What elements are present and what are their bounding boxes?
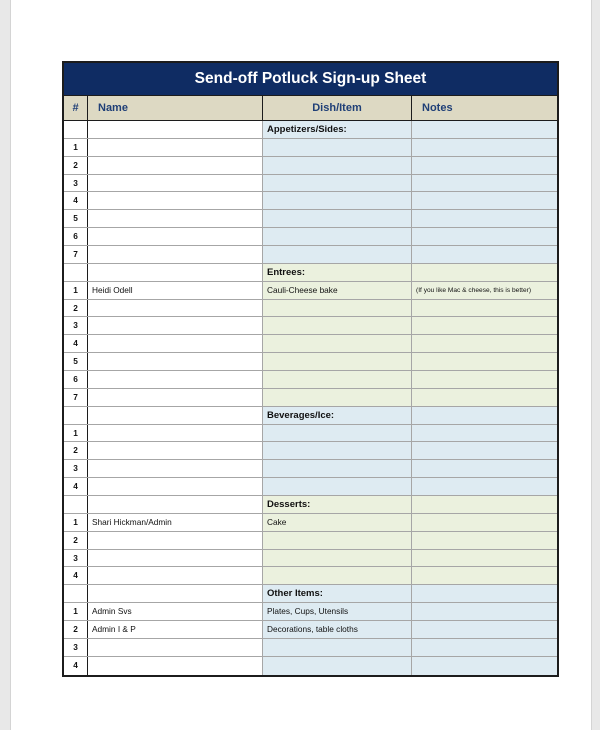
notes-cell[interactable] xyxy=(412,603,557,620)
header-dish: Dish/Item xyxy=(263,96,412,120)
name-cell[interactable] xyxy=(88,300,263,317)
table-row xyxy=(64,246,557,264)
num-cell[interactable] xyxy=(64,264,88,281)
notes-cell[interactable] xyxy=(412,139,557,156)
category-label: Desserts: xyxy=(263,496,412,513)
table-row xyxy=(64,300,557,318)
signup-sheet xyxy=(62,61,559,677)
row-number: 3 xyxy=(64,639,88,656)
name-cell[interactable] xyxy=(88,228,263,245)
table-row xyxy=(64,210,557,228)
name-cell[interactable] xyxy=(88,496,263,513)
dish-cell[interactable] xyxy=(263,639,412,656)
name-cell[interactable]: Admin Svs xyxy=(88,603,263,620)
notes-cell[interactable] xyxy=(412,192,557,209)
dish-cell[interactable] xyxy=(263,478,412,495)
row-number: 1 xyxy=(64,139,88,156)
notes-cell[interactable] xyxy=(412,157,557,174)
table-row xyxy=(64,425,557,443)
name-cell[interactable] xyxy=(88,425,263,442)
name-cell[interactable] xyxy=(88,371,263,388)
name-cell[interactable] xyxy=(88,639,263,656)
notes-cell[interactable] xyxy=(412,317,557,334)
name-cell[interactable]: Admin I & P xyxy=(88,621,263,638)
category-row xyxy=(64,496,557,514)
table-row xyxy=(64,550,557,568)
dish-cell[interactable] xyxy=(263,550,412,567)
table-row xyxy=(64,139,557,157)
row-number: 3 xyxy=(64,175,88,192)
dish-cell[interactable] xyxy=(263,353,412,370)
dish-cell[interactable]: Cauli-Cheese bake xyxy=(263,282,412,299)
category-label: Beverages/Ice: xyxy=(263,407,412,424)
name-cell[interactable] xyxy=(88,175,263,192)
name-cell[interactable] xyxy=(88,210,263,227)
header-num: # xyxy=(64,96,88,120)
name-cell[interactable] xyxy=(88,657,263,675)
row-number: 6 xyxy=(64,371,88,388)
notes-cell[interactable] xyxy=(412,639,557,656)
category-row xyxy=(64,121,557,139)
row-number: 1 xyxy=(64,425,88,442)
name-cell[interactable] xyxy=(88,389,263,406)
notes-cell[interactable] xyxy=(412,442,557,459)
row-number: 7 xyxy=(64,246,88,263)
notes-cell[interactable] xyxy=(412,407,557,424)
name-cell[interactable]: Shari Hickman/Admin xyxy=(88,514,263,531)
table-row xyxy=(64,460,557,478)
row-number: 4 xyxy=(64,478,88,495)
num-cell[interactable] xyxy=(64,496,88,513)
notes-cell[interactable] xyxy=(412,496,557,513)
row-number: 2 xyxy=(64,621,88,638)
dish-cell[interactable] xyxy=(263,425,412,442)
dish-cell[interactable] xyxy=(263,192,412,209)
name-cell[interactable] xyxy=(88,121,263,138)
dish-cell[interactable] xyxy=(263,157,412,174)
name-cell[interactable] xyxy=(88,353,263,370)
row-number: 5 xyxy=(64,210,88,227)
dish-cell[interactable] xyxy=(263,210,412,227)
row-number: 2 xyxy=(64,532,88,549)
dish-cell[interactable] xyxy=(263,389,412,406)
notes-cell[interactable] xyxy=(412,585,557,602)
dish-cell[interactable] xyxy=(263,300,412,317)
dish-cell[interactable] xyxy=(263,532,412,549)
name-cell[interactable] xyxy=(88,407,263,424)
name-cell[interactable] xyxy=(88,460,263,477)
notes-cell[interactable] xyxy=(412,514,557,531)
row-number: 4 xyxy=(64,192,88,209)
table-row xyxy=(64,514,557,532)
document-page xyxy=(10,0,592,730)
row-number: 1 xyxy=(64,514,88,531)
num-cell[interactable] xyxy=(64,407,88,424)
notes-cell[interactable] xyxy=(412,353,557,370)
row-number: 2 xyxy=(64,442,88,459)
dish-cell[interactable] xyxy=(263,371,412,388)
table-row xyxy=(64,657,557,675)
table-row xyxy=(64,175,557,193)
sheet-title: Send-off Potluck Sign-up Sheet xyxy=(64,63,557,95)
row-number: 4 xyxy=(64,567,88,584)
row-number: 4 xyxy=(64,335,88,352)
table-row xyxy=(64,603,557,621)
name-cell[interactable] xyxy=(88,532,263,549)
row-number: 6 xyxy=(64,228,88,245)
row-number: 1 xyxy=(64,603,88,620)
notes-cell[interactable] xyxy=(412,460,557,477)
category-label: Other Items: xyxy=(263,585,412,602)
header-row xyxy=(64,95,557,121)
category-label: Entrees: xyxy=(263,264,412,281)
notes-cell[interactable] xyxy=(412,121,557,138)
name-cell[interactable] xyxy=(88,157,263,174)
notes-cell[interactable] xyxy=(412,300,557,317)
notes-cell[interactable] xyxy=(412,550,557,567)
row-number: 3 xyxy=(64,550,88,567)
header-notes: Notes xyxy=(422,102,453,114)
name-cell[interactable] xyxy=(88,139,263,156)
name-cell[interactable] xyxy=(88,246,263,263)
notes-cell[interactable] xyxy=(412,389,557,406)
row-number: 3 xyxy=(64,317,88,334)
dish-cell[interactable] xyxy=(263,657,412,675)
table-row xyxy=(64,335,557,353)
dish-cell[interactable]: Cake xyxy=(263,514,412,531)
row-number: 1 xyxy=(64,282,88,299)
name-cell[interactable] xyxy=(88,478,263,495)
name-cell[interactable] xyxy=(88,317,263,334)
notes-cell[interactable] xyxy=(412,175,557,192)
table-row xyxy=(64,639,557,657)
notes-cell[interactable] xyxy=(412,371,557,388)
notes-cell[interactable] xyxy=(412,246,557,263)
dish-cell[interactable] xyxy=(263,175,412,192)
category-label: Appetizers/Sides: xyxy=(263,121,412,138)
table-row xyxy=(64,282,557,300)
row-number: 4 xyxy=(64,657,88,675)
name-cell[interactable] xyxy=(88,442,263,459)
table-row xyxy=(64,567,557,585)
dish-cell[interactable] xyxy=(263,228,412,245)
dish-cell[interactable] xyxy=(263,567,412,584)
name-cell[interactable] xyxy=(88,264,263,281)
notes-cell[interactable] xyxy=(412,210,557,227)
notes-cell[interactable] xyxy=(412,228,557,245)
row-number: 3 xyxy=(64,460,88,477)
dish-cell[interactable] xyxy=(263,442,412,459)
row-number: 7 xyxy=(64,389,88,406)
notes-cell[interactable] xyxy=(412,657,557,675)
notes-cell[interactable] xyxy=(412,478,557,495)
table-row xyxy=(64,317,557,335)
dish-cell[interactable] xyxy=(263,317,412,334)
table-row xyxy=(64,353,557,371)
dish-cell[interactable] xyxy=(263,246,412,263)
dish-cell[interactable]: Plates, Cups, Utensils xyxy=(263,603,412,620)
name-cell[interactable]: Heidi Odell xyxy=(88,282,263,299)
row-number: 2 xyxy=(64,300,88,317)
notes-cell[interactable]: (If you like Mac & cheese, this is better) xyxy=(412,282,557,299)
sheet-body xyxy=(64,121,557,675)
name-cell[interactable] xyxy=(88,335,263,352)
name-cell[interactable] xyxy=(88,192,263,209)
table-row xyxy=(64,389,557,407)
table-row xyxy=(64,442,557,460)
notes-cell[interactable] xyxy=(412,532,557,549)
dish-cell[interactable] xyxy=(263,335,412,352)
notes-cell[interactable] xyxy=(412,425,557,442)
table-row xyxy=(64,532,557,550)
name-cell[interactable] xyxy=(88,567,263,584)
row-number: 2 xyxy=(64,157,88,174)
dish-cell[interactable]: Decorations, table cloths xyxy=(263,621,412,638)
notes-cell[interactable] xyxy=(412,567,557,584)
category-row xyxy=(64,407,557,425)
name-cell[interactable] xyxy=(88,585,263,602)
name-cell[interactable] xyxy=(88,550,263,567)
table-row xyxy=(64,228,557,246)
table-row xyxy=(64,157,557,175)
table-row xyxy=(64,621,557,639)
num-cell[interactable] xyxy=(64,121,88,138)
table-row xyxy=(64,371,557,389)
num-cell[interactable] xyxy=(64,585,88,602)
table-row xyxy=(64,478,557,496)
row-number: 5 xyxy=(64,353,88,370)
category-row xyxy=(64,585,557,603)
header-name: Name xyxy=(88,96,263,120)
dish-cell[interactable] xyxy=(263,139,412,156)
notes-cell[interactable] xyxy=(412,621,557,638)
category-row xyxy=(64,264,557,282)
dish-cell[interactable] xyxy=(263,460,412,477)
table-row xyxy=(64,192,557,210)
notes-cell[interactable] xyxy=(412,264,557,281)
notes-cell[interactable] xyxy=(412,335,557,352)
